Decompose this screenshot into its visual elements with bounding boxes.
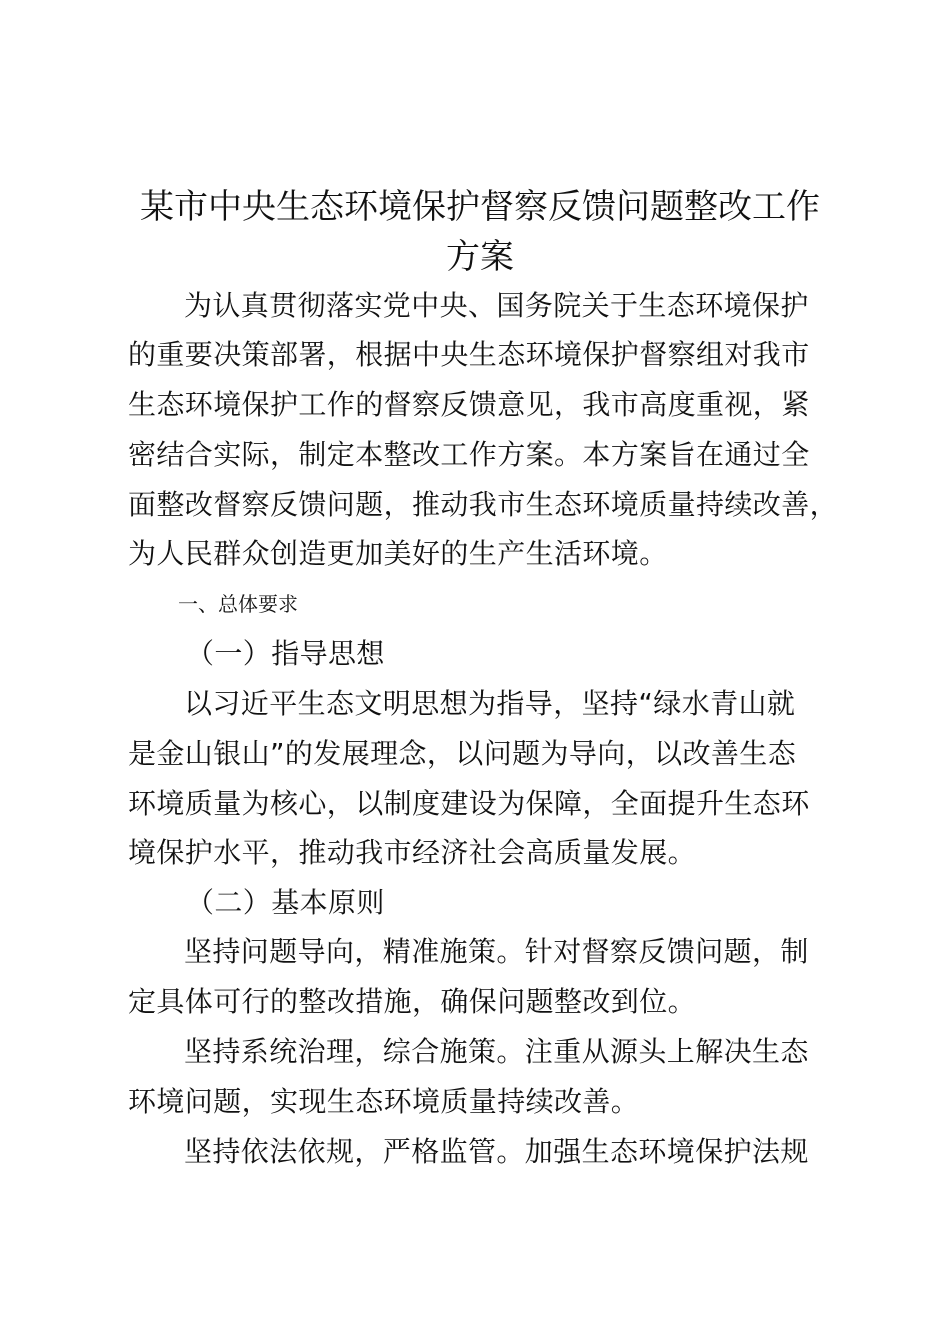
principle-line: 环境问题，实现生态环境质量持续改善。 bbox=[128, 1085, 640, 1118]
principle-line: 坚持系统治理，综合施策。注重从源头上解决生态 bbox=[184, 1035, 809, 1068]
document-title-line-1: 某市中央生态环境保护督察反馈问题整改工作 bbox=[140, 187, 820, 227]
subsection-heading-basic-principles: （二）基本原则 bbox=[186, 886, 385, 919]
intro-line: 密结合实际，制定本整改工作方案。本方案旨在通过全 bbox=[128, 438, 810, 471]
guiding-line: 环境质量为核心，以制度建设为保障，全面提升生态环 bbox=[128, 787, 810, 820]
intro-line: 面整改督察反馈问题，推动我市生态环境质量持续改善， bbox=[128, 488, 839, 521]
guiding-line: 以习近平生态文明思想为指导，坚持“绿水青山就 bbox=[184, 687, 796, 720]
guiding-line: 是金山银山”的发展理念，以问题为导向，以改善生态 bbox=[128, 737, 797, 770]
intro-line: 为人民群众创造更加美好的生产生活环境。 bbox=[128, 537, 668, 570]
guiding-line: 境保护水平，推动我市经济社会高质量发展。 bbox=[128, 836, 697, 869]
intro-line: 的重要决策部署，根据中央生态环境保护督察组对我市 bbox=[128, 338, 810, 371]
principle-line: 坚持问题导向，精准施策。针对督察反馈问题，制 bbox=[184, 935, 809, 968]
principle-line: 坚持依法依规，严格监管。加强生态环境保护法规 bbox=[184, 1135, 809, 1168]
subsection-heading-guiding-thought: （一）指导思想 bbox=[186, 637, 385, 670]
section-heading-general-requirements: 一、总体要求 bbox=[178, 592, 298, 616]
intro-line: 为认真贯彻落实党中央、国务院关于生态环境保护 bbox=[184, 289, 809, 322]
document-title-line-2: 方案 bbox=[446, 237, 514, 277]
principle-line: 定具体可行的整改措施，确保问题整改到位。 bbox=[128, 985, 697, 1018]
intro-line: 生态环境保护工作的督察反馈意见，我市高度重视，紧 bbox=[128, 388, 810, 421]
